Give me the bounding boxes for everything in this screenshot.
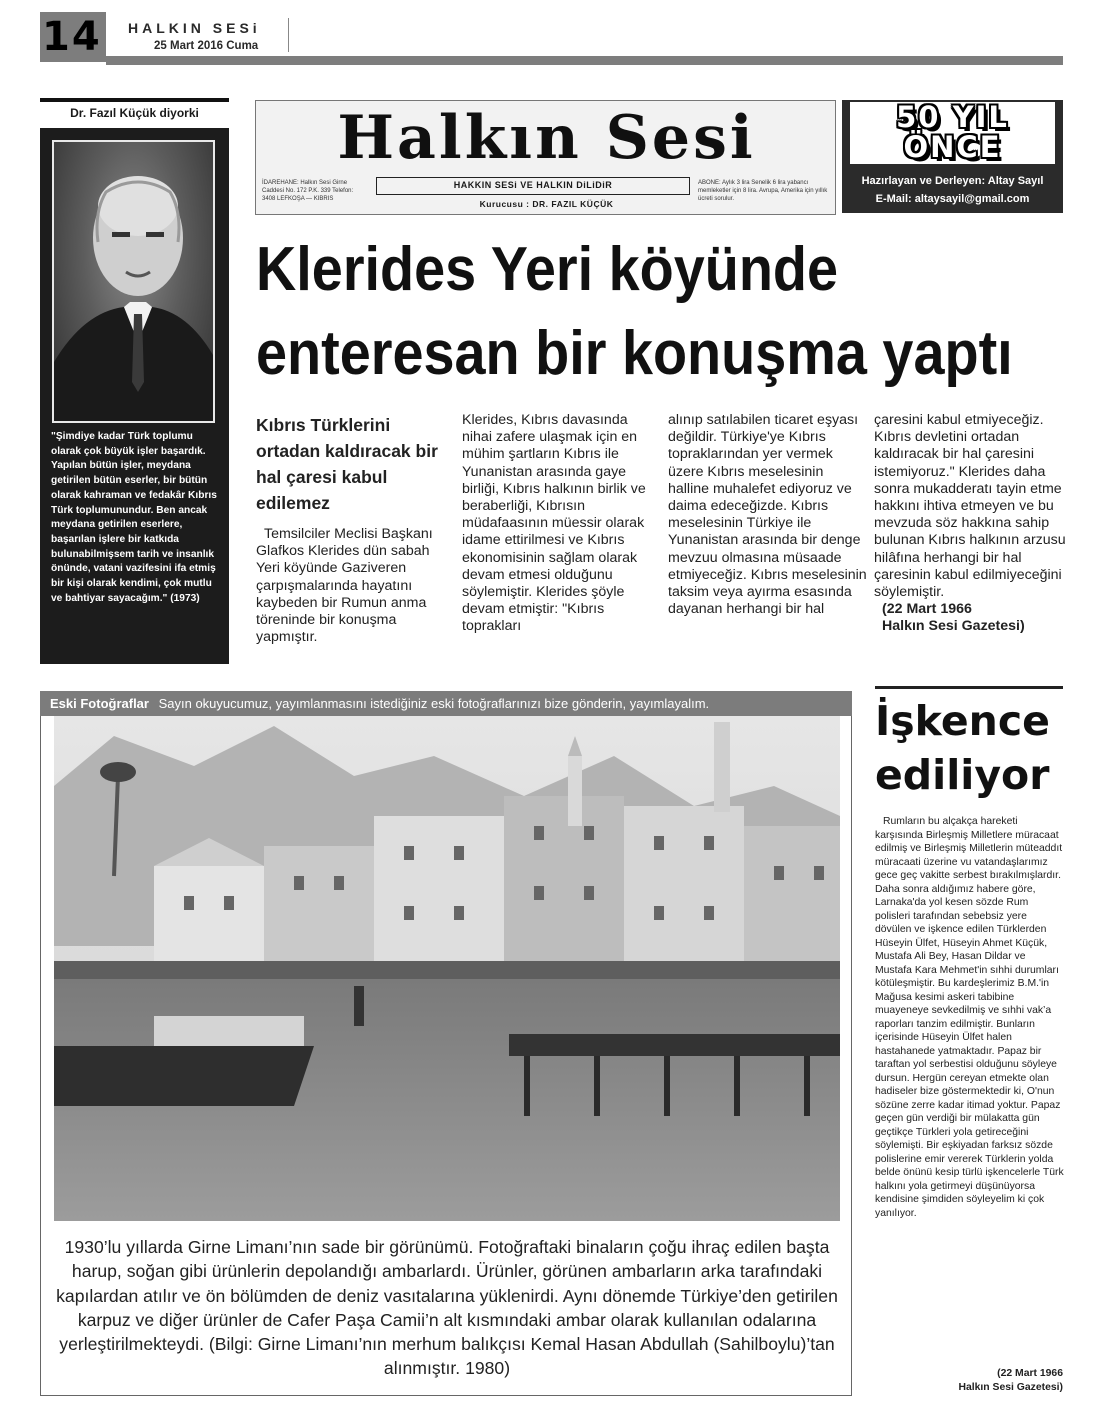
masthead-slogan: HAKKIN SESi VE HALKIN DiLiDiR: [376, 177, 690, 195]
old-photos-bar: [40, 691, 852, 716]
fifty-years-logo-line2: ÖNCE: [903, 130, 1002, 164]
side-article-title: [875, 694, 1065, 802]
side-article-body: Rumların bu alçakça hareketi karşısında Birleşmiş Milletlere müracaat edilmiş ve Birleşmiş Milletlerin müteaddıt müracaati üzerine vu vatandaşlarımız gece geç vakitte serbest bırakılmışlardır. Daha sonra aldığımız habere göre, Larnaka'da yol kesen sözde Rum polisleri tarafından sebebsiz yere dövülen ve işkence edilen Türklerden Hüseyin Ülfet, Hüseyin Ahmet Küçük, Mustafa Ali Bey, Hasan Dildar ve Mustafa Kara Mehmet'in sıhhi durumları kötüleşmiştir. Bu kardeşlerimiz B.M.'in Mağusa kesimi askeri tabibine muayeneye sevkedilmiş ve sıhhi vak’a raporları tanzim edilmiştir. Bunların içerisinde Hüseyin Ülfet halen hastahanede yatmaktadır. Papaz bir taraftan yol serbestisi olduğunu söyleye dursun. Hergün cereyan etmekte olan hadiseler bize göstermektedir ki, O'nun sözüne zerre kadar itimad yoktur. Papaz geçen gün verdiği bir mülakatta gün geçtikçe Türkleri yola getireceğini söylemişti. Bir eşkiyadan farksız sözde polislerine emir vererek Türklerin yolda belde önünü kesip türlü işkencelerle Türk halkını yola getirmeyi düşünüyorsa kendisine şimdiden söyleyelim ki çok yanılıyor.: [875, 816, 1064, 1219]
header-rule: [106, 56, 1063, 65]
portrait-photo: [52, 140, 215, 423]
old-photos-label: Eski Fotoğraflar: [50, 696, 149, 711]
article-column-4: [874, 412, 1066, 636]
harbour-photo: [54, 716, 840, 1221]
page-number: 14: [42, 14, 102, 60]
side-article-source-line1: (22 Mart 1966: [997, 1368, 1063, 1379]
article-source-line1: (22 Mart 1966: [882, 601, 972, 618]
prepared-by: Hazırlayan ve Derleyen: Altay Sayıl: [861, 175, 1044, 187]
side-article-source-line2: Halkın Sesi Gazetesi): [958, 1382, 1063, 1393]
old-photos-invite: Sayın okuyucumuz, yayımlanmasını istediğiniz eski fotoğraflarınızı bize gönderin, yayımlayalım.: [158, 696, 710, 711]
quote-title: Dr. Fazıl Küçük diyorki: [70, 106, 199, 120]
headline-line2: enteresan bir konuşma yaptı: [256, 319, 1013, 388]
article-column-2: Klerides, Kıbrıs davasında nihai zafere ulaşmak için en mühim şartların Kıbrıs ile Yunanistan arasında gaye birliği, Kıbrıs halkının birlik ve beraberliği, Kıbrısın müdafaasının müessir olarak idame ettirilmesi ve Kıbrıs ekonomisinin sağlam olarak devam etmesi olduğunu söylemiştir. Klerides şöyle devam etmiştir: "Kıbrıs toprakları: [462, 412, 646, 635]
masthead-founder: Kurucusu : DR. FAZIL KÜÇÜK: [479, 199, 614, 209]
article-column-3: alınıp satılabilen ticaret eşyası değildir. Türkiye'ye Kıbrıs topraklarından yer vermek üzere Kıbrıs meselesinin halline muhalefet ediyoruz ve daima edeceğizde. Kıbrıs meselesinin Türkiye ile Yunanistan arasında bir denge mevzuu olmasına müsaade etmiyeceğiz. Kıbrıs meselesinin taksim veya ayırma esasında dayanan herhangi bir hal: [668, 412, 867, 618]
header-date: 25 Mart 2016 Cuma: [154, 40, 259, 52]
article-col4-text: çaresini kabul etmiyeceğiz. Kıbrıs devletini ortadan kaldıracak bir hal çaresini istemiyoruz." Klerides daha sonra mukadderatı tayin etme hakkını ihtiva etmeyen ve bu mevzuda söz hakkına sahip bulunan Kıbrıs halkının arzusu hilâfına herhangi bir hal çaresinin kabul edilmiyeceğini söylemiştir.: [874, 412, 1066, 601]
masthead: [255, 100, 836, 215]
article-column-1: [256, 412, 452, 646]
side-article-rule: [875, 686, 1063, 689]
contact-email: E-Mail: altaysayil@gmail.com: [875, 193, 1030, 205]
masthead-address: İDAREHANE: Halkın Sesi Girne Caddesi No. 172 P.K. 339 Telefon: 3408 LEFKOŞA — KIBRIS: [262, 180, 354, 202]
main-headline: [256, 228, 1013, 396]
old-photo-caption: 1930’lu yıllarda Girne Limanı’nın sade bir görünümü. Fotoğraftaki binaların çoğu ihraç edilen başta harup, soğan gibi ürünlerin depolandığı ambarlardı. Ürünler, görünen ambarların arka tarafındaki kapılardan atılır ve ön bölümden de deniz vasıtalarına yüklenirdi. Aynı dönemde Türkiye’den getirilen karpuz ve diğer ürünler de Cafer Paşa Camii’n alt kısmındaki ambar olarak kullanılan odalarına yerleştirilmekteydi. (Bilgi: Girne Limanı’nın merhum balıkçısı Kemal Hasan Abdullah (Sahilboylu)’tan alınmıştır. 1980): [56, 1237, 838, 1379]
header-paper-name: HALKIN SESi: [128, 20, 261, 36]
article-col1-text: Temsilciler Meclisi Başkanı Glafkos Klerides dün sabah Yeri köyünde Gaziveren çarpışmalarında hayatını kaybeden bir Rumun anma töreninde bir konuşma yapmıştır.: [256, 526, 433, 646]
side-article-title-line2: ediliyor: [875, 751, 1050, 799]
article-subhead: Kıbrıs Türklerini ortadan kaldıracak bir hal çaresi kabul edilemez: [256, 415, 438, 513]
masthead-subscription: ABONE: Aylık 3 lira Senelik 6 lira yabancı memleketler için 8 lira. Avrupa, Amerika için yıllık ücreti sorulur.: [698, 180, 828, 202]
fifty-years-logo-line1: 50 YIL: [896, 100, 1009, 134]
header-divider: [288, 18, 289, 52]
article-source-line2: Halkın Sesi Gazetesi): [882, 618, 1025, 635]
side-article-source: [875, 1367, 1063, 1395]
side-article-title-line1: İşkence: [875, 697, 1050, 745]
article-source: [874, 601, 1066, 635]
fifty-years-logo: [850, 102, 1055, 164]
quote-title-bar: [40, 98, 229, 102]
headline-line1: Klerides Yeri köyünde: [256, 235, 839, 304]
quote-text: "Şimdiye kadar Türk toplumu olarak çok büyük işler başardık. Yapılan bütün işler, meydana getirilen bütün eserler, bir bütün olarak kahraman ve fedakâr Kıbrıs Türk toplumunundur. Ben ancak meydana getirilen eserlere, başarılan işlere bir katkıda bulunabilmişsem tarih ve insanlık önünde, vatani vazifesini ifa etmiş bir kişi olarak kendimi, çok mutlu ve bahtiyar sayacağım." (1973): [51, 431, 217, 604]
masthead-name: Halkın Sesi: [337, 103, 756, 173]
